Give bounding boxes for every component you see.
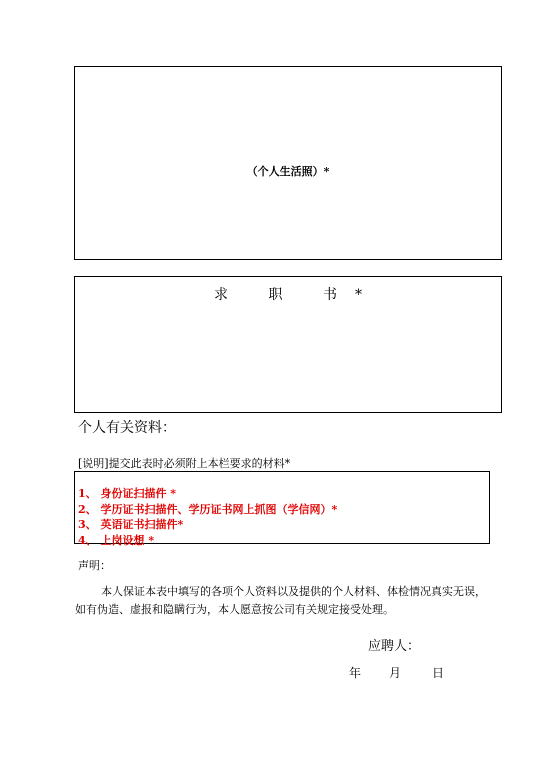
date-year-label: 年 (349, 666, 362, 680)
material-item: 3、 英语证书扫描件* (78, 518, 184, 531)
materials-box (74, 471, 490, 547)
materials-note: [说明]提交此表时必须附上本栏要求的材料* (78, 457, 291, 470)
declaration-label: 声明： (78, 559, 111, 572)
cover-letter-title: 求 职 书* (214, 287, 380, 303)
personal-photo-box (74, 66, 502, 260)
material-item: 2、 学历证书扫描件、学历证书网上抓图（学信网）* (78, 502, 338, 516)
personal-photo-label: （个人生活照）* (246, 165, 330, 178)
personal-info-heading: 个人有关资料： (78, 420, 176, 436)
declaration-text: 本人保证本表中填写的各项个人资料以及提供的个人材料、体检情况真实无误，如有伪造、虚报和隐瞒行为，本人愿意按公司有关规定接受处理。 (75, 585, 486, 616)
applicant-signature-label: 应聘人： (368, 639, 421, 654)
date-month-label: 月 (389, 666, 402, 680)
cover-letter-box (74, 276, 502, 413)
material-item: 4、 上岗设想 * (78, 533, 155, 547)
date-day-label: 日 (432, 666, 445, 680)
date-line (349, 664, 444, 681)
materials-list (78, 486, 337, 548)
material-item: 1、 身份证扫描件 * (78, 487, 177, 500)
